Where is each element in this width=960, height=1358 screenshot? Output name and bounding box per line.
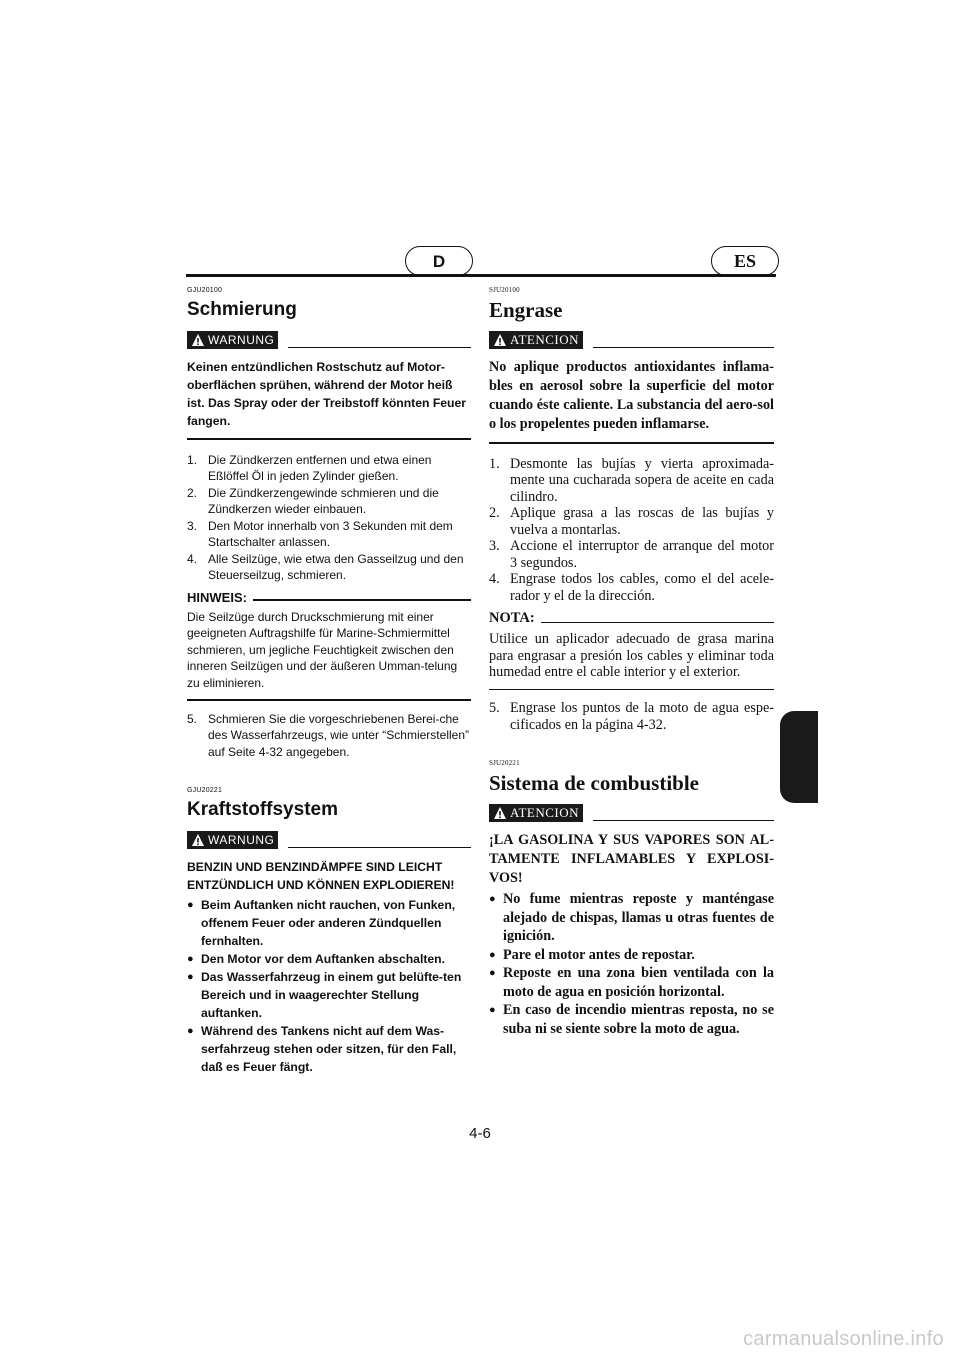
step-list-continued [489,700,774,733]
warning-label: WARNUNG [208,333,275,347]
note-text: Utilice un aplicador adecuado de grasa marina para engrasar a presión los cables y eliminar toda humedad entre el cable interior y el exterior. [489,631,774,680]
warning-badge [187,331,278,349]
list-item: 1. Die Zündkerzen entfernen und etwa einen Eßlöffel Öl in jeden Zylinder gießen. [187,452,432,483]
section-title: Kraftstoffsystem [187,799,338,820]
language-badge-es: ES [711,246,779,276]
warning-rule [593,347,774,349]
list-item: ● Während des Tankens nicht auf dem Was-serfahrzeug stehen oder sitzen, für den Fall, daß es Feuer fängt. [187,1024,457,1074]
warning-label: WARNUNG [208,833,275,847]
note-text: Die Seilzüge durch Druckschmierung mit einer geeigneten Auftragshilfe für Marine-Schmiermittel schmieren, um jegliche Feuchtigkeit zwischen den inneren Seilzügen und der äußeren Umman-telung zu eliminieren. [187,609,458,690]
list-item: ● Beim Auftanken nicht rauchen, von Funken, offenem Feuer oder anderen Zündquellen fernhalten. [187,898,456,948]
note-rule [253,599,471,601]
warning-bullets [489,890,774,1038]
warning-text: No aplique productos antioxidantes inflama-bles en aerosol sobre la superficie del motor cuando éste caliente. La substancia del aero-sol o los propelentes pueden inflamarse. [489,359,774,432]
warning-triangle-icon [191,333,205,347]
warning-badge [489,331,583,349]
list-item: 2. Die Zündkerzengewinde schmieren und die Zündkerzen wieder einbauen. [187,485,439,516]
list-item: 5. Engrase los puntos de la moto de agua espe-cificados en la página 4-32. [489,700,774,733]
chapter-tab [780,711,818,803]
bullet-icon: ● [187,971,194,983]
warning-header [489,330,774,350]
section-title: Schmierung [187,299,297,320]
note-header [187,590,471,605]
note-label: HINWEIS: [187,589,247,605]
section-code: SJU20100 [489,286,520,294]
warning-text: Keinen entzündlichen Rostschutz auf Motor-oberflächen sprühen, während der Motor heiß ist. Das Spray oder der Treibstoff könnten Feuer fangen. [187,360,467,428]
section-title: Sistema de combustible [489,771,699,795]
list-item: ● Pare el motor antes de repostar. [489,946,695,963]
bullet-icon: ● [489,948,496,961]
bullet-icon: ● [187,899,194,911]
section-title: Engrase [489,298,563,322]
warning-label: ATENCION [510,332,579,347]
step-list-continued [187,711,471,761]
warning-rule [288,347,471,349]
warning-badge [489,804,583,822]
list-item: ● En caso de incendio mientras reposta, no se suba ni se siente sobre la moto de agua. [489,1002,774,1037]
list-item: 1. Desmonte las bujías y vierta aproximada-mente una cucharada sopera de aceite en cada cilindro. [489,455,774,505]
list-item: ● Den Motor vor dem Auftanken abschalten. [187,952,446,966]
list-item: 4. Alle Seilzüge, wie etwa den Gasseilzug und den Steuerseilzug, schmieren. [187,551,464,582]
list-item: 3. Accione el interruptor de arranque del motor 3 segundos. [489,538,774,571]
warning-end-rule [187,438,471,440]
list-item: ● Das Wasserfahrzeug in einem gut belüfte-ten Bereich und in waagerechter Stellung auftanken. [187,970,462,1020]
warning-triangle-icon [493,333,507,347]
watermark: carmanualsonline.info [743,1328,944,1350]
warning-triangle-icon [191,833,205,847]
warning-rule [593,820,774,822]
warning-triangle-icon [493,806,507,820]
list-item: 2. Aplique grasa a las roscas de las bujías y vuelva a montarlas. [489,505,774,538]
note-rule [541,622,774,624]
note-label: NOTA: [489,610,535,626]
bullet-icon: ● [489,893,496,905]
warning-header [187,330,471,350]
section-code: GJU20100 [187,287,223,294]
step-list [187,452,471,584]
warning-badge [187,831,278,849]
bullet-icon: ● [489,967,496,979]
note-header [489,610,774,627]
section-code: GJU20221 [187,787,223,794]
warning-rule [288,847,471,849]
warning-label: ATENCION [510,805,579,820]
bullet-icon: ● [187,1025,194,1037]
warning-bullets [187,896,471,1076]
warning-header [489,803,774,823]
list-item: 4. Engrase todos los cables, como el del acele-rador y el de la dirección. [489,571,774,604]
note-end-rule [187,699,471,701]
german-column [187,286,471,1076]
spanish-column [489,286,774,1038]
warning-intro: BENZIN UND BENZINDÄMPFE SIND LEICHT ENTZÜNDLICH UND KÖNNEN EXPLODIEREN! [187,860,455,892]
bullet-icon: ● [187,953,194,965]
page-number: 4-6 [469,1125,491,1142]
section-code: SJU20221 [489,759,520,767]
header-rule [186,274,776,277]
bullet-icon: ● [489,1004,496,1016]
list-item: 5. Schmieren Sie die vorgeschriebenen Berei-che des Wasserfahrzeugs, wie unter “Schmierstellen” auf Seite 4-32 angegeben. [187,711,469,759]
note-end-rule [489,689,774,691]
warning-intro: ¡LA GASOLINA Y SUS VAPORES SON AL-TAMENTE INFLAMABLES Y EXPLOSI-VOS! [489,832,774,886]
warning-end-rule [489,442,774,444]
language-badge-d: D [405,246,473,276]
list-item: ● No fume mientras reposte y manténgase alejado de chispas, llamas u otras fuentes de ignición. [489,891,774,944]
list-item: 3. Den Motor innerhalb von 3 Sekunden mit dem Startschalter anlassen. [187,518,453,549]
step-list [489,456,774,605]
list-item: ● Reposte en una zona bien ventilada con la moto de agua en posición horizontal. [489,965,774,1000]
warning-header [187,830,471,850]
